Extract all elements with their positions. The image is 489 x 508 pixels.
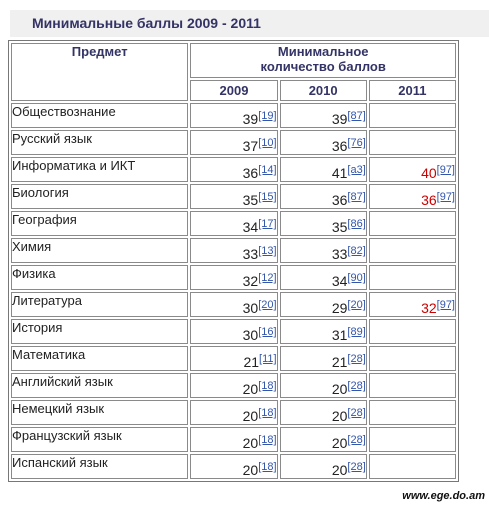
header-row — [11, 43, 456, 78]
score-cell-2009 — [190, 400, 277, 425]
subject-cell: Физика — [11, 265, 188, 290]
score-value: 36 — [421, 192, 437, 208]
table-row — [11, 103, 456, 128]
reference-link[interactable]: [87] — [347, 191, 366, 203]
subject-cell: Английский язык — [11, 373, 188, 398]
score-cell-2010 — [280, 373, 367, 398]
score-value: 37 — [242, 138, 259, 154]
reference-link[interactable]: [12] — [258, 272, 277, 284]
reference-link[interactable]: [16] — [258, 326, 277, 338]
reference-link[interactable]: [18] — [258, 461, 277, 473]
score-cell-2011 — [369, 427, 456, 452]
subject-column-header: Предмет — [11, 43, 188, 101]
score-cell-2009 — [190, 103, 277, 128]
score-value: 39 — [331, 111, 348, 127]
table-row — [11, 211, 456, 236]
score-value: 34 — [331, 273, 348, 289]
score-cell-2009 — [190, 265, 277, 290]
reference-link[interactable]: [90] — [347, 272, 366, 284]
reference-link[interactable]: [97] — [436, 164, 455, 176]
reference-link[interactable]: [28] — [347, 461, 366, 473]
score-value: 35 — [242, 192, 259, 208]
subject-cell: Французский язык — [11, 427, 188, 452]
score-cell-2011 — [369, 454, 456, 479]
score-value: 32 — [421, 300, 437, 316]
score-cell-2011 — [369, 319, 456, 344]
reference-link[interactable]: [10] — [258, 137, 277, 149]
table-row — [11, 346, 456, 371]
subject-cell: Обществознание — [11, 103, 188, 128]
score-value: 33 — [242, 246, 259, 262]
reference-link[interactable]: [11] — [259, 353, 277, 365]
subject-cell: Математика — [11, 346, 188, 371]
site-watermark: www.ege.do.am — [402, 490, 485, 502]
reference-link[interactable]: [28] — [347, 434, 366, 446]
score-cell-2009 — [190, 427, 277, 452]
table-row — [11, 157, 456, 182]
score-cell-2010 — [280, 130, 367, 155]
score-value: 31 — [331, 327, 348, 343]
reference-link[interactable]: [28] — [347, 380, 366, 392]
reference-link[interactable]: [87] — [347, 110, 366, 122]
reference-link[interactable]: [86] — [347, 218, 366, 230]
reference-link[interactable]: [18] — [258, 380, 277, 392]
score-value: 29 — [331, 300, 348, 316]
score-value: 20 — [242, 435, 259, 451]
score-value: 41 — [331, 165, 348, 181]
score-value: 20 — [242, 381, 259, 397]
table-row — [11, 427, 456, 452]
reference-link[interactable]: [28] — [347, 353, 366, 365]
reference-link[interactable]: [a3] — [347, 164, 366, 176]
subject-cell: Биология — [11, 184, 188, 209]
table-row — [11, 238, 456, 263]
score-cell-2011 — [369, 238, 456, 263]
reference-link[interactable]: [14] — [258, 164, 277, 176]
table-row — [11, 184, 456, 209]
score-cell-2010 — [280, 184, 367, 209]
score-value: 39 — [242, 111, 259, 127]
reference-link[interactable]: [97] — [436, 299, 455, 311]
score-value: 36 — [242, 165, 259, 181]
score-cell-2009 — [190, 346, 277, 371]
score-value: 36 — [331, 192, 348, 208]
subject-cell: Испанский язык — [11, 454, 188, 479]
score-cell-2009 — [190, 292, 277, 317]
reference-link[interactable]: [20] — [258, 299, 277, 311]
score-value: 20 — [242, 408, 259, 424]
score-cell-2011 — [369, 400, 456, 425]
score-cell-2011 — [369, 346, 456, 371]
score-cell-2009 — [190, 184, 277, 209]
table-row — [11, 400, 456, 425]
reference-link[interactable]: [13] — [258, 245, 277, 257]
table-row — [11, 265, 456, 290]
score-value: 20 — [331, 462, 348, 478]
table-row — [11, 130, 456, 155]
score-value: 20 — [331, 408, 348, 424]
min-score-header-line1: Минимальное — [277, 44, 369, 59]
subject-cell: Литература — [11, 292, 188, 317]
year-header-2011: 2011 — [369, 80, 456, 101]
score-cell-2011 — [369, 265, 456, 290]
min-score-header — [190, 43, 456, 78]
score-value: 30 — [242, 300, 259, 316]
subject-cell: Русский язык — [11, 130, 188, 155]
score-cell-2009 — [190, 373, 277, 398]
reference-link[interactable]: [15] — [258, 191, 277, 203]
score-cell-2009 — [190, 211, 277, 236]
reference-link[interactable]: [28] — [347, 407, 366, 419]
score-value: 20 — [331, 435, 348, 451]
score-cell-2011 — [369, 373, 456, 398]
score-cell-2011 — [369, 211, 456, 236]
score-cell-2011 — [369, 157, 456, 182]
table-row — [11, 319, 456, 344]
score-cell-2009 — [190, 157, 277, 182]
table-row — [11, 373, 456, 398]
score-cell-2010 — [280, 292, 367, 317]
score-value: 21 — [331, 354, 348, 370]
table-body — [11, 103, 456, 479]
score-value: 20 — [331, 381, 348, 397]
score-cell-2010 — [280, 319, 367, 344]
score-cell-2010 — [280, 427, 367, 452]
score-cell-2010 — [280, 211, 367, 236]
reference-link[interactable]: [19] — [258, 110, 277, 122]
score-cell-2009 — [190, 130, 277, 155]
min-score-header-line2: количество баллов — [260, 59, 386, 74]
subject-cell: Химия — [11, 238, 188, 263]
reference-link[interactable]: [17] — [258, 218, 277, 230]
score-value: 32 — [242, 273, 259, 289]
year-header-2009: 2009 — [190, 80, 277, 101]
score-cell-2010 — [280, 103, 367, 128]
score-cell-2011 — [369, 130, 456, 155]
score-cell-2010 — [280, 346, 367, 371]
title-bar — [10, 10, 489, 37]
score-cell-2009 — [190, 238, 277, 263]
score-cell-2010 — [280, 238, 367, 263]
score-value: 40 — [421, 165, 437, 181]
score-cell-2011 — [369, 184, 456, 209]
score-value: 21 — [243, 354, 260, 370]
score-value: 20 — [242, 462, 259, 478]
table-row — [11, 454, 456, 479]
reference-link[interactable]: [89] — [347, 326, 366, 338]
score-cell-2009 — [190, 319, 277, 344]
table-row — [11, 292, 456, 317]
reference-link[interactable]: [82] — [347, 245, 366, 257]
reference-link[interactable]: [20] — [347, 299, 366, 311]
score-cell-2011 — [369, 103, 456, 128]
score-cell-2010 — [280, 157, 367, 182]
subject-cell: История — [11, 319, 188, 344]
reference-link[interactable]: [97] — [436, 191, 455, 203]
reference-link[interactable]: [76] — [347, 137, 366, 149]
subject-cell: Немецкий язык — [11, 400, 188, 425]
score-cell-2010 — [280, 265, 367, 290]
score-cell-2010 — [280, 400, 367, 425]
score-cell-2010 — [280, 454, 367, 479]
subject-cell: Информатика и ИКТ — [11, 157, 188, 182]
score-value: 30 — [242, 327, 259, 343]
reference-link[interactable]: [18] — [258, 434, 277, 446]
year-header-2010: 2010 — [280, 80, 367, 101]
score-value: 33 — [331, 246, 348, 262]
reference-link[interactable]: [18] — [258, 407, 277, 419]
page-title: Минимальные баллы 2009 - 2011 — [32, 15, 261, 31]
score-value: 35 — [331, 219, 348, 235]
score-cell-2011 — [369, 292, 456, 317]
score-value: 34 — [242, 219, 259, 235]
scores-table — [8, 40, 459, 482]
score-value: 36 — [331, 138, 348, 154]
score-cell-2009 — [190, 454, 277, 479]
subject-cell: География — [11, 211, 188, 236]
